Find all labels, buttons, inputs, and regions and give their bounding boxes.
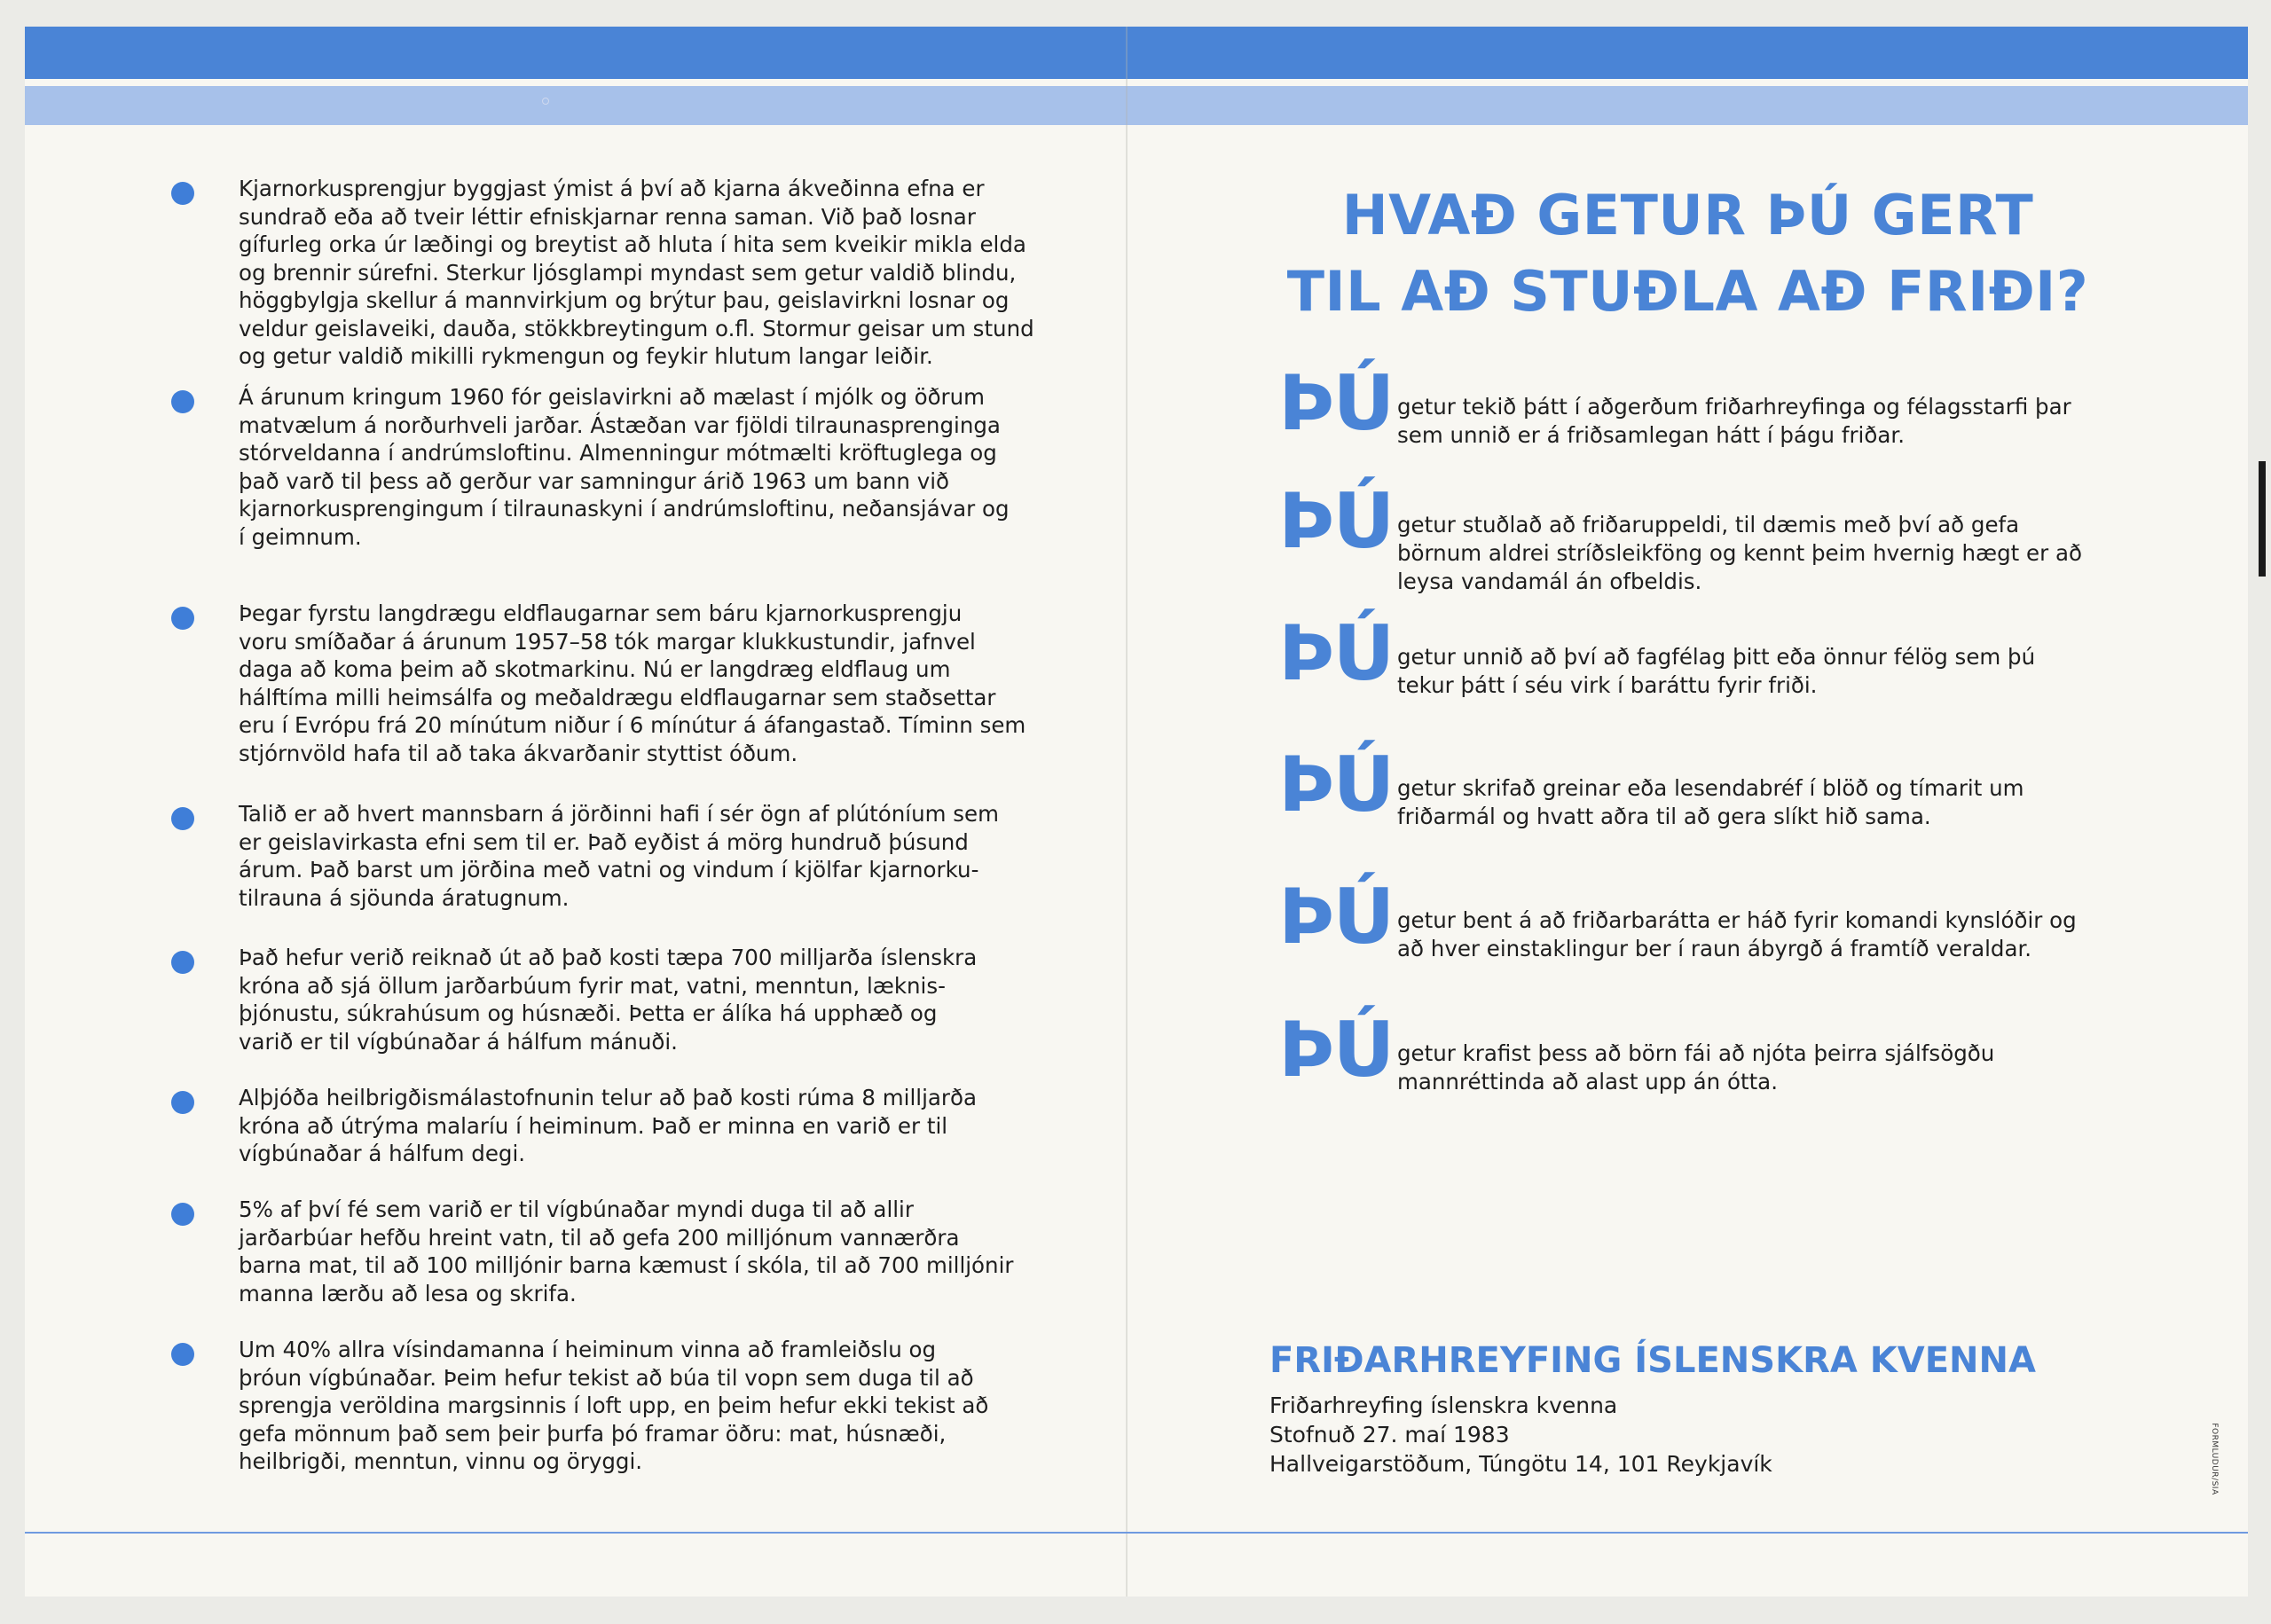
organization-title: FRIÐARHREYFING ÍSLENSKRA KVENNA — [1269, 1340, 2036, 1381]
fact-item — [171, 1336, 1041, 1476]
organization-block — [1269, 1338, 2036, 1479]
headline-line-2: TIL AÐ STUÐLA AÐ FRIÐI? — [1286, 259, 2089, 324]
bullet-icon — [171, 1203, 194, 1226]
bullet-icon — [171, 1091, 194, 1114]
action-text: getur stuðlað að friðaruppeldi, til dæmis með því að gefa börnum aldrei stríðsleikföng og kennt þeim hvernig hægt er að leysa vandamál án ofbeldis. — [1397, 512, 2082, 594]
action-text: getur skrifað greinar eða lesendabréf í blöð og tímarit um friðarmál og hvatt aðra til að gera slíkt hið sama. — [1397, 775, 2024, 829]
headline-line-1: HVAÐ GETUR ÞÚ GERT — [1341, 183, 2034, 247]
page-headline — [1128, 177, 2248, 330]
bullet-icon — [171, 807, 194, 830]
action-text: getur krafist þess að börn fái að njóta þeirra sjálfsögðu mannréttinda að alast upp án ótta. — [1397, 1040, 1995, 1094]
fact-text: Á árunum kringum 1960 fór geislavirkni að mælast í mjólk og öðrum matvælum á norðurhveli jarðar. Ástæðan var fjöldi tilraunasprenginga stórveldanna í andrúmsloftinu. Almenningur mótmælti kröftuglega og það varð til þess að gerður var samningur árið 1963 um bann við kjarnorkusprengingum í tilraunaskyni í andrúmsloftinu, neðansjávar og í geimnum. — [239, 384, 1010, 550]
fact-text: Talið er að hvert mannsbarn á jörðinni hafi í sér ögn af plútóníum sem er geislavirkasta efni sem til er. Það eyðist á mörg hundruð þúsund árum. Það barst um jörðina með vatni og vindum í kjölfar kjarnorku- tilrauna á sjöunda áratugnum. — [239, 801, 999, 911]
fact-item — [171, 800, 1041, 912]
pu-label: ÞÚ — [1278, 477, 1394, 566]
pu-label: ÞÚ — [1278, 609, 1394, 698]
action-text: getur bent á að friðarbarátta er háð fyrir komandi kynslóðir og að hver einstaklingur ber í raun ábyrgð á framtíð veraldar. — [1397, 907, 2077, 961]
fact-text: Alþjóða heilbrigðismálastofnunin telur að það kosti rúma 8 milljarða króna að útrýma malaríu í heiminum. Það er minna en varið er til vígbúnaðar á hálfum degi. — [239, 1085, 977, 1166]
bullet-icon — [171, 951, 194, 974]
organization-address: Friðarhreyfing íslenskra kvenna Stofnuð 27. maí 1983 Hallveigarstöðum, Túngötu 14, 101 Reykjavík — [1269, 1393, 1772, 1477]
edge-mark — [2259, 461, 2266, 577]
action-text: getur unnið að því að fagfélag þitt eða önnur félög sem þú tekur þátt í séu virk í baráttu fyrir friði. — [1397, 644, 2036, 698]
fact-item — [171, 383, 1041, 551]
pu-label: ÞÚ — [1278, 359, 1394, 448]
printer-credit — [2205, 1410, 2223, 1517]
pu-label: ÞÚ — [1278, 873, 1394, 961]
fact-text: 5% af því fé sem varið er til vígbúnaðar myndi duga til að allir jarðarbúar hefðu hreint vatn, til að gefa 200 milljónum vannærðra barna mat, til að 100 milljónir barna kæmust í skóla, til að 700 milljónir manna lærðu að lesa og skrifa. — [239, 1196, 1014, 1306]
pu-label: ÞÚ — [1278, 741, 1394, 829]
fact-item — [171, 600, 1041, 767]
bullet-icon — [171, 1343, 194, 1366]
fact-text: Þegar fyrstu langdrægu eldflaugarnar sem báru kjarnorkusprengju voru smíðaðar á árunum 1957–58 tók margar klukkustundir, jafnvel daga að koma þeim að skotmarkinu. Nú er langdræg eldflaug um hálftíma milli heimsálfa og meðaldrægu eldflaugarnar sem staðsettar eru í Evrópu frá 20 mínútum niður í 6 mínútur á áfangastað. Tíminn sem stjórnvöld hafa til að taka ákvarðanir styttist óðum. — [239, 600, 1026, 766]
fact-item — [171, 175, 1041, 371]
pu-label: ÞÚ — [1278, 1006, 1394, 1094]
fact-item — [171, 1084, 1041, 1168]
fact-text: Kjarnorkusprengjur byggjast ýmist á því að kjarna ákveðinna efna er sundrað eða að tveir léttir efniskjarnar renna saman. Við það losnar gífurleg orka úr læðingi og breytist að hluta í hita sem kveikir mikla elda og brennir súrefni. Sterkur ljósglampi myndast sem getur valdið blindu, höggbylgja skellur á mannvirkjum og brýtur þau, geislavirkni losnar og veldur geislaveiki, dauða, stökkbreytingum o.fl. Stormur geisar um stund og getur valdið mikilli rykmengun og feykir hlutum langar leiðir. — [239, 176, 1034, 369]
left-panel — [25, 27, 1125, 1597]
brochure-sheet — [25, 27, 2248, 1597]
bullet-icon — [171, 182, 194, 205]
bullet-icon — [171, 390, 194, 413]
fact-text: Um 40% allra vísindamanna í heiminum vinna að framleiðslu og þróun vígbúnaðar. Þeim hefur tekist að búa til vopn sem duga til að sprengja veröldina margsinnis í loft upp, en þeim hefur ekki tekist að gefa mönnum það sem þeir þurfa þó framar öðru: mat, húsnæði, heilbrigði, menntun, vinnu og öryggi. — [239, 1337, 989, 1474]
fact-item — [171, 944, 1041, 1055]
action-text: getur tekið þátt í aðgerðum friðarhreyfinga og félagsstarfi þar sem unnið er á friðsamlegan hátt í þágu friðar. — [1397, 394, 2071, 448]
bullet-icon — [171, 607, 194, 630]
printer-credit-text: FORMLUDUR/SIA — [2210, 1423, 2219, 1495]
right-panel — [1128, 27, 2248, 1597]
fact-item — [171, 1196, 1041, 1307]
fact-text: Það hefur verið reiknað út að það kosti tæpa 700 milljarða íslenskra króna að sjá öllum jarðarbúum fyrir mat, vatni, menntun, læknis- þjónustu, súkrahúsum og húsnæði. Þetta er álíka há upphæð og varið er til vígbúnaðar á hálfum mánuði. — [239, 945, 978, 1055]
